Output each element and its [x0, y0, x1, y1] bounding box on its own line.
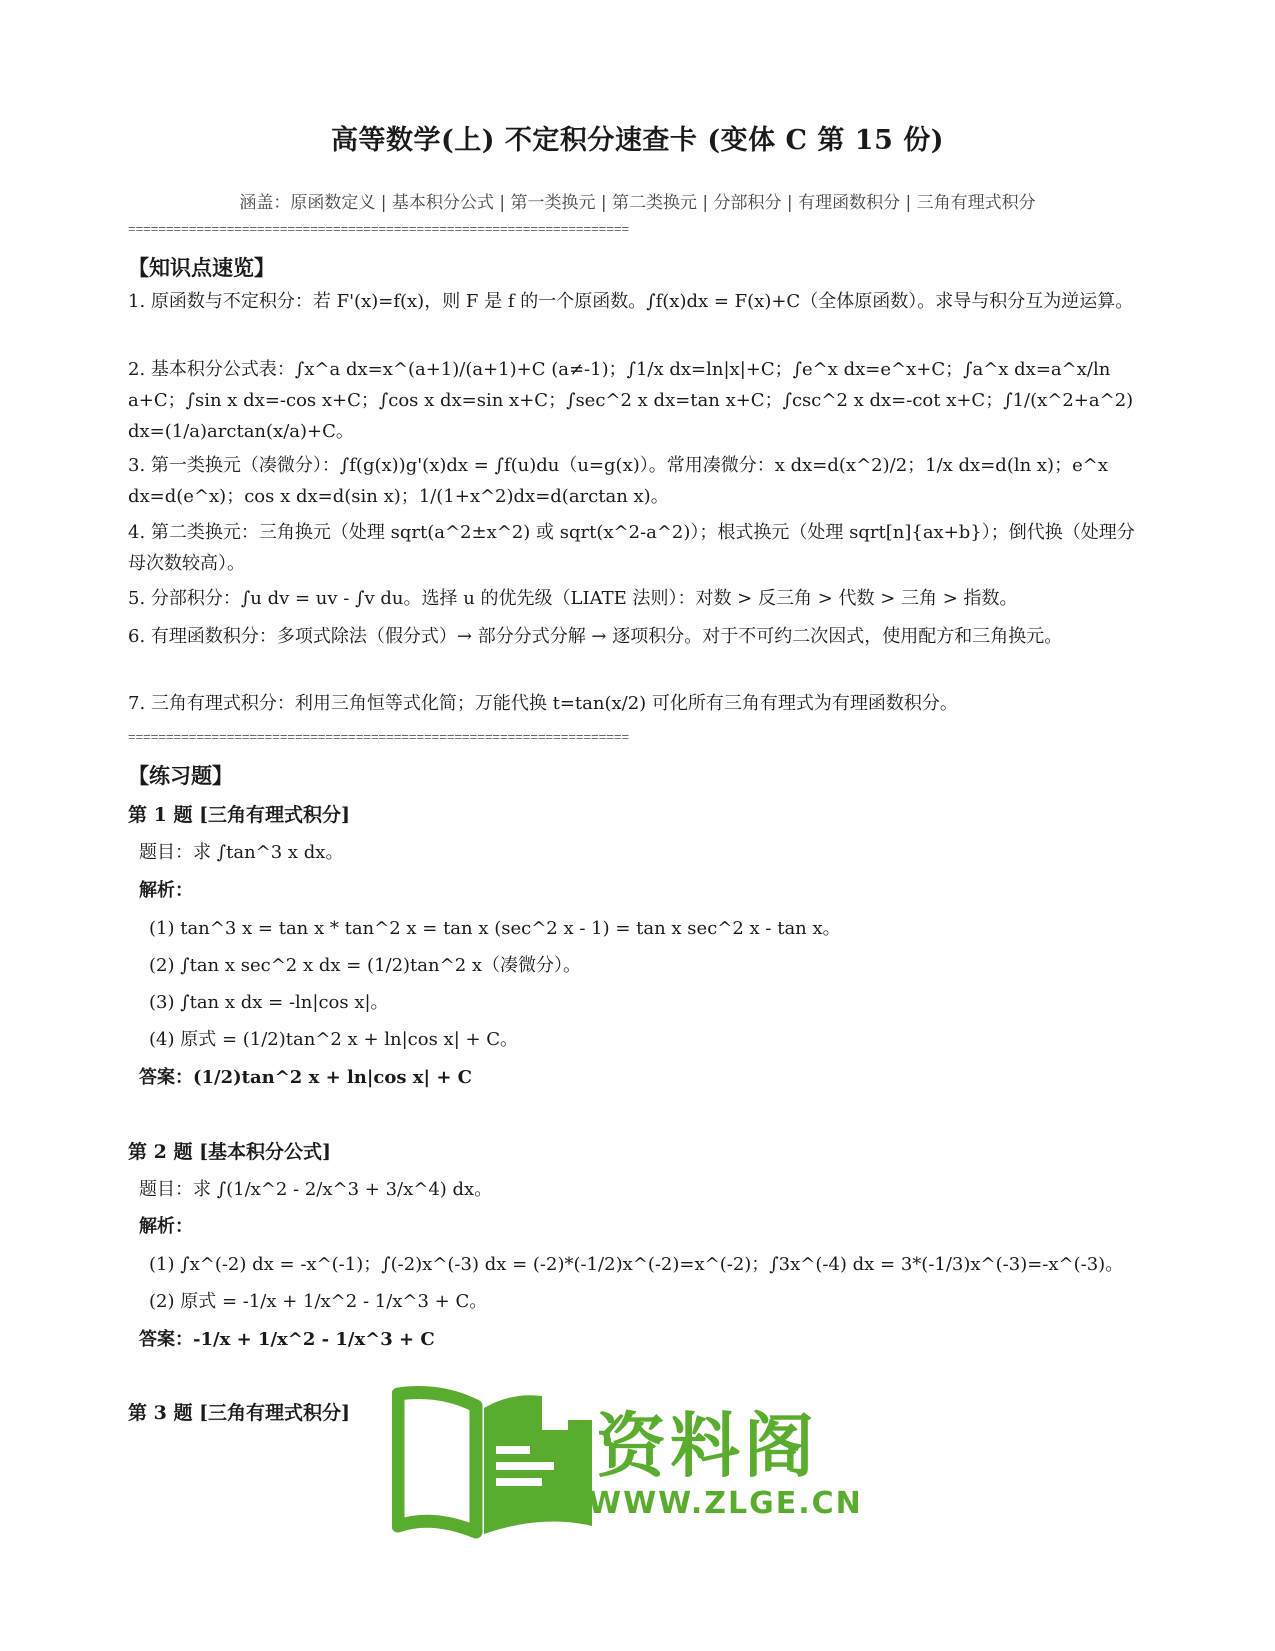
knowledge-item: 2. 基本积分公式表：∫x^a dx=x^(a+1)/(a+1)+C (a≠-1)；∫1/x dx=ln|x|+C；∫e^x dx=e^x+C；∫a^x dx=a^x/ln a+C；∫sin x dx=-cos x+C；∫cos x dx=sin x+C；∫sec^2 x dx=tan x+C；∫csc^2 x dx=-cot x+C；∫1/(x^2+a^2) dx=(1/a)arctan(x/a)+C。: [128, 359, 1134, 442]
knowledge-item: 4. 第二类换元：三角换元（处理 sqrt(a^2±x^2) 或 sqrt(x^2-a^2)）；根式换元（处理 sqrt[n]{ax+b}）；倒代换（处理分母次数较高）。: [128, 522, 1135, 574]
answer-line: 答案：(1/2)tan^2 x + ln|cos x| + C: [139, 1067, 472, 1088]
analysis-label: 解析：: [139, 1216, 193, 1237]
page-title: 高等数学(上) 不定积分速查卡 (变体 C 第 15 份): [330, 125, 945, 156]
solution-step: (1) ∫x^(-2) dx = -x^(-1)；∫(-2)x^(-3) dx = (-2)*(-1/2)x^(-2)=x^(-2)；∫3x^(-4) dx = 3*(-1/3)x^(-3)=-x^(-3)。: [149, 1254, 1124, 1275]
answer-line: 答案：-1/x + 1/x^2 - 1/x^3 + C: [139, 1329, 435, 1350]
knowledge-item: 7. 三角有理式积分：利用三角恒等式化简；万能代换 t=tan(x/2) 可化所有三角有理式为有理函数积分。: [128, 693, 958, 714]
question-prompt: 题目：求 ∫tan^3 x dx。: [139, 842, 344, 863]
separator-line: ==================================================================: [128, 729, 630, 744]
knowledge-item: 6. 有理函数积分：多项式除法（假分式）→ 部分分式分解 → 逐项积分。对于不可约二次因式，使用配方和三角换元。: [128, 626, 1063, 647]
knowledge-item: 5. 分部积分：∫u dv = uv - ∫v du。选择 u 的优先级（LIATE 法则）：对数 > 反三角 > 代数 > 三角 > 指数。: [128, 588, 1018, 609]
solution-step: (1) tan^3 x = tan x * tan^2 x = tan x (sec^2 x - 1) = tan x sec^2 x - tan x。: [149, 918, 841, 939]
solution-step: (2) 原式 = -1/x + 1/x^2 - 1/x^3 + C。: [149, 1291, 488, 1312]
knowledge-heading: 【知识点速览】: [128, 255, 275, 280]
question-title: 第 2 题 [基本积分公式]: [128, 1141, 332, 1163]
practice-heading: 【练习题】: [128, 763, 233, 788]
question-title: 第 3 题 [三角有理式积分]: [128, 1402, 351, 1424]
knowledge-item: 3. 第一类换元（凑微分）：∫f(g(x))g'(x)dx = ∫f(u)du（u=g(x)）。常用凑微分：x dx=d(x^2)/2；1/x dx=d(ln x)；e^x dx=d(e^x)；cos x dx=d(sin x)；1/(1+x^2)dx=d(arctan x)。: [128, 455, 1108, 507]
question-prompt: 题目：求 ∫(1/x^2 - 2/x^3 + 3/x^4) dx。: [139, 1179, 493, 1200]
solution-step: (3) ∫tan x dx = -ln|cos x|。: [149, 992, 389, 1013]
knowledge-item: 1. 原函数与不定积分：若 F'(x)=f(x)，则 F 是 f 的一个原函数。∫f(x)dx = F(x)+C（全体原函数）。求导与积分互为逆运算。: [128, 291, 1134, 312]
watermark-text: 资料阁: [596, 1405, 818, 1487]
solution-step: (4) 原式 = (1/2)tan^2 x + ln|cos x| + C。: [149, 1029, 519, 1050]
page-subtitle: 涵盖：原函数定义 | 基本积分公式 | 第一类换元 | 第二类换元 | 分部积分 | 有理函数积分 | 三角有理式积分: [239, 193, 1036, 213]
watermark-url: WWW.ZLGE.CN: [588, 1486, 863, 1521]
analysis-label: 解析：: [139, 880, 193, 901]
question-title: 第 1 题 [三角有理式积分]: [128, 804, 351, 826]
solution-step: (2) ∫tan x sec^2 x dx = (1/2)tan^2 x（凑微分）。: [149, 955, 582, 976]
separator-line: ==================================================================: [128, 221, 630, 236]
